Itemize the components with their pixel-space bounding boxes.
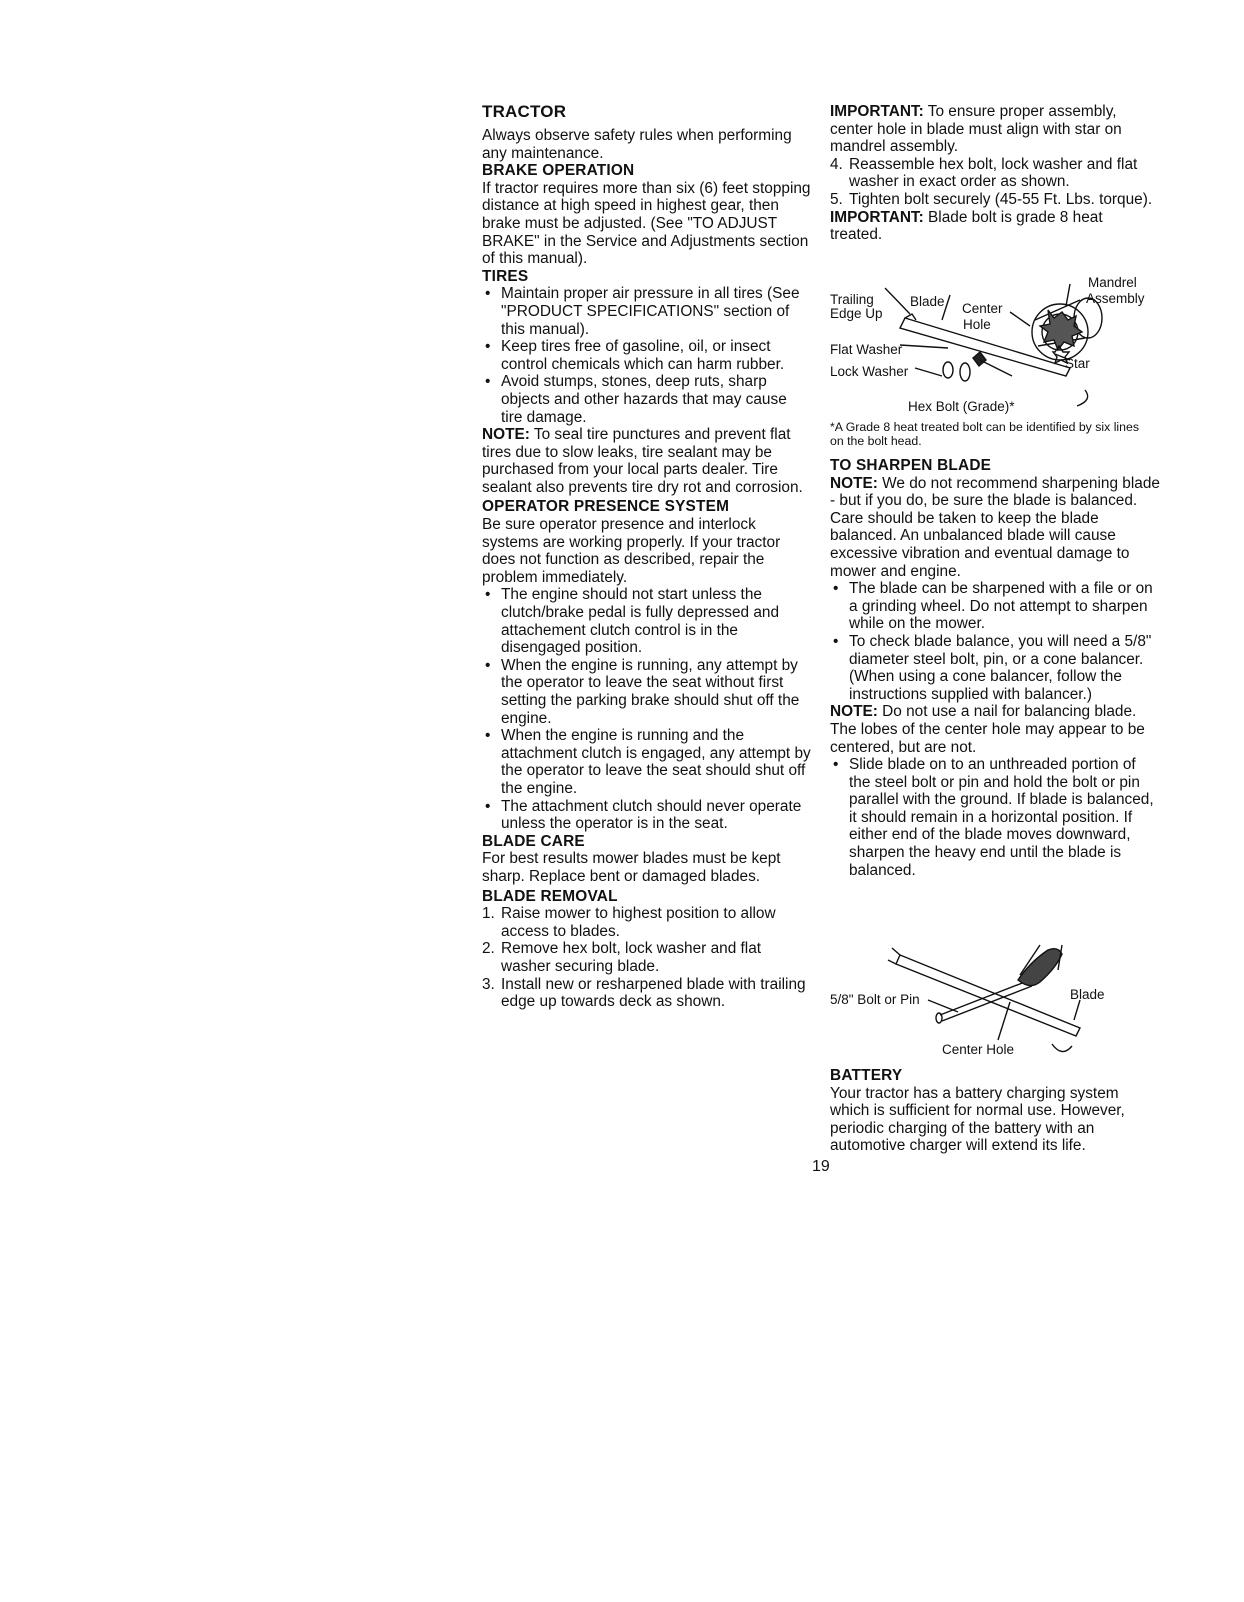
label-edge-up: Edge Up: [830, 306, 883, 321]
label-center-hole: Center Hole: [942, 1042, 1015, 1057]
label-assembly: Assembly: [1086, 291, 1145, 306]
battery-section: [830, 1067, 1160, 1155]
sharpen-note-text: We do not recommend sharpening blade - but if you do, be sure the blade is balanced.: [830, 474, 1160, 510]
list-item: [482, 976, 812, 1011]
label-hex-bolt: Hex Bolt (Grade)*: [908, 399, 1015, 414]
step-number: 4.: [830, 155, 843, 173]
label-hole: Hole: [963, 317, 991, 332]
step-number: 5.: [830, 190, 843, 208]
blade-care-text: For best results mower blades must be kept sharp. Replace bent or damaged blades.: [482, 850, 781, 885]
step-number: 2.: [482, 940, 495, 958]
step-text: Tighten bolt securely (45-55 Ft. Lbs. torque).: [849, 190, 1153, 208]
label-center: Center: [962, 301, 1003, 316]
list-item: [830, 191, 1160, 209]
label-flat-washer: Flat Washer: [830, 342, 903, 357]
label-mandrel: Mandrel: [1088, 275, 1137, 290]
grade-footnote: *A Grade 8 heat treated bolt can be identified by six lines on the bolt head.: [830, 420, 1139, 448]
tires-heading: TIRES: [482, 267, 529, 285]
blade-removal-heading: BLADE REMOVAL: [482, 887, 618, 905]
list-item: • Slide blade on to an unthreaded portion of the steel bolt or pin and hold the bolt or pin parallel with the ground. If blade is balanced, it should remain in a horizontal position. If either end of the blade moves downward, sharpen the heavy end until the blade is balanced.: [830, 756, 1160, 879]
important-label: IMPORTANT:: [830, 208, 924, 226]
label-star: Star: [1065, 356, 1090, 371]
tires-note-text: To seal tire punctures and prevent flat tires due to slow leaks, tire sealant may be purchased from your local parts dealer. Tire sealant also prevents tire dry rot and corrosion.: [482, 426, 803, 496]
list-item: [482, 905, 812, 940]
step-text: Remove hex bolt, lock washer and flat washer securing blade.: [501, 940, 762, 975]
ops-text: Be sure operator presence and interlock systems are working properly. If your tractor does not function as described, repair the problem immediately.: [482, 516, 781, 586]
list-item: • To check blade balance, you will need a 5/8" diameter steel bolt, pin, or a cone balancer. (When using a cone balancer, follow the instructions supplied with balancer.): [830, 633, 1160, 703]
label-bolt-or-pin: 5/8" Bolt or Pin: [830, 992, 920, 1007]
note-label: NOTE:: [830, 474, 878, 492]
battery-heading: BATTERY: [830, 1067, 903, 1084]
balance-note: [830, 703, 1160, 756]
list-item: • Maintain proper air pressure in all tires (See "PRODUCT SPECIFICATIONS" section of this manual).: [482, 285, 812, 338]
brake-heading: BRAKE OPERATION: [482, 162, 635, 180]
sharpen-section: [830, 457, 1160, 879]
step-text: Reassemble hex bolt, lock washer and flat washer in exact order as shown.: [849, 155, 1138, 191]
tractor-text: Always observe safety rules when performing any maintenance.: [482, 127, 792, 162]
step-number: 1.: [482, 905, 495, 923]
label-blade: Blade: [1070, 987, 1105, 1002]
assembly-section: [830, 103, 1160, 244]
step-text: Raise mower to highest position to allow access to blades.: [501, 905, 776, 940]
important-note-2: [830, 209, 1148, 244]
brake-text: If tractor requires more than six (6) feet stopping distance at high speed in highest gear, then brake must be adjusted. (See "TO ADJUST BRAKE" in the Service and Adjustments section of this manual).: [482, 179, 811, 268]
tractor-section: [482, 127, 812, 1011]
list-item: • The attachment clutch should never operate unless the operator is in the seat.: [482, 798, 812, 833]
important-text-2: Blade bolt is grade 8 heat treated.: [830, 208, 1103, 244]
page-number: 19: [812, 1158, 830, 1175]
label-trailing: Trailing: [830, 292, 874, 307]
list-item: [830, 156, 1160, 191]
sharpen-heading: TO SHARPEN BLADE: [830, 457, 992, 474]
blade-balance-text: Care should be taken to keep the blade balanced. An unbalanced blade will cause excessive vibration and eventual damage to mower and engine.: [830, 509, 1130, 580]
label-lock-washer: Lock Washer: [830, 364, 909, 379]
list-item: • When the engine is running, any attempt by the operator to leave the seat without first setting the parking brake should shut off the engine.: [482, 657, 812, 727]
blade-care-heading: BLADE CARE: [482, 832, 585, 850]
label-blade: Blade: [910, 294, 945, 309]
important-text-1: To ensure proper assembly, center hole in blade must align with star on mandrel assembly.: [830, 103, 1122, 156]
important-label: IMPORTANT:: [830, 103, 924, 120]
note-label: NOTE:: [482, 426, 530, 444]
tires-note: [482, 426, 812, 496]
list-item: • When the engine is running and the attachment clutch is engaged, any attempt by the operator to leave the seat should shut off the engine.: [482, 727, 812, 797]
list-item: • The engine should not start unless the clutch/brake pedal is fully depressed and attachement clutch control is in the disengaged position.: [482, 586, 812, 656]
list-item: [482, 940, 812, 975]
battery-text: Your tractor has a battery charging system which is sufficient for normal use. However, periodic charging of the battery with an automotive charger will extend its life.: [830, 1084, 1125, 1155]
list-item: • Avoid stumps, stones, deep ruts, sharp objects and other hazards that may cause tire damage.: [482, 373, 812, 426]
list-item: • Keep tires free of gasoline, oil, or insect control chemicals which can harm rubber.: [482, 338, 812, 373]
balance-note-text: Do not use a nail for balancing blade. The lobes of the center hole may appear to be centered, but are not.: [830, 703, 1145, 756]
step-number: 3.: [482, 975, 495, 993]
ops-heading: OPERATOR PRESENCE SYSTEM: [482, 498, 730, 516]
note-label: NOTE:: [830, 703, 878, 721]
list-item: • The blade can be sharpened with a file or on a grinding wheel. Do not attempt to sharpen while on the mower.: [830, 580, 1160, 633]
balance-figure: [830, 940, 1160, 1065]
important-note-1: [830, 103, 1160, 156]
tractor-heading: TRACTOR: [482, 102, 567, 121]
sharpen-note: [830, 475, 1160, 510]
step-text: Install new or resharpened blade with trailing edge up towards deck as shown.: [501, 975, 806, 1011]
blade-assembly-figure: [830, 270, 1160, 420]
